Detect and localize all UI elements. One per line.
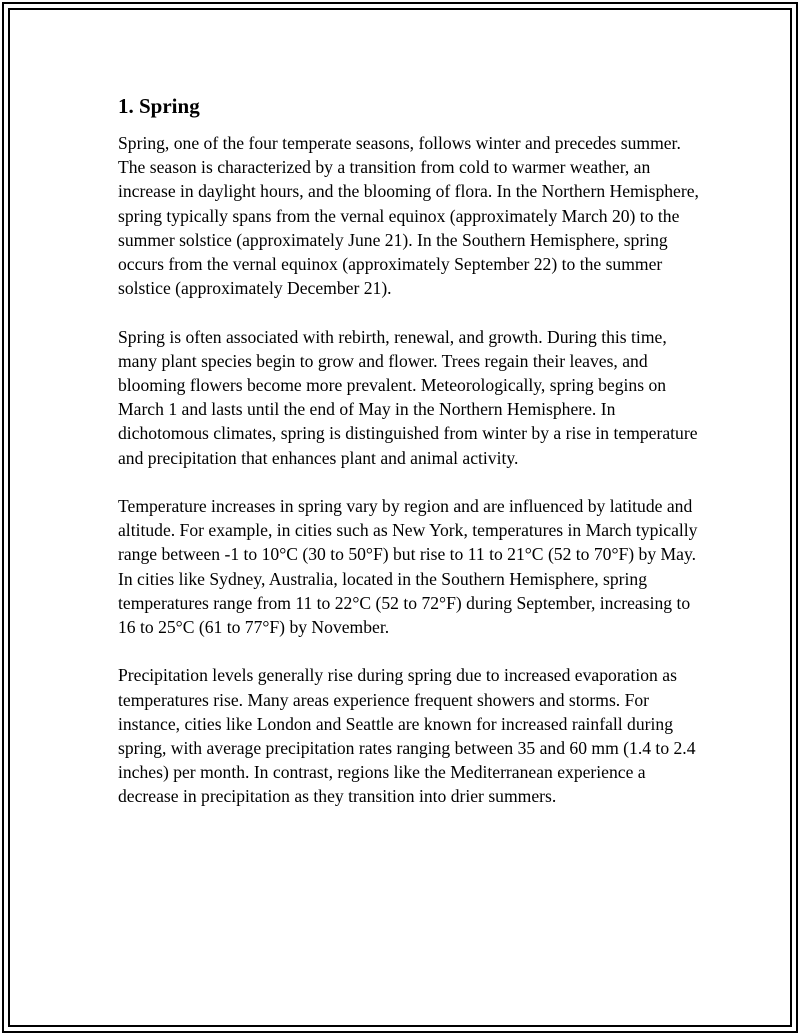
document-body [118,93,708,833]
paragraph-precipitation: Precipitation levels generally rise during spring due to increased evaporation as temperatures rise. Many areas experience frequent showers and storms. For instance, cities like London and Seattle are known for increased rainfall during spring, with average precipitation rates ranging between 35 and 60 mm (1.4 to 2.4 inches) per month. In contrast, regions like the Mediterranean experience a decrease in precipitation as they transition into drier summers. [118,665,696,807]
paragraph-growth: Spring is often associated with rebirth, renewal, and growth. During this time, many plant species begin to grow and flower. Trees regain their leaves, and blooming flowers become more prevalent. Meteorologically, spring begins on March 1 and lasts until the end of May in the Northern Hemisphere. In dichotomous climates, spring is distinguished from winter by a rise in temperature and precipitation that enhances plant and animal activity. [118,326,698,468]
paragraph-intro: Spring, one of the four temperate seasons, follows winter and precedes summer. The season is characterized by a transition from cold to warmer weather, an increase in daylight hours, and the blooming of flora. In the Northern Hemisphere, spring typically spans from the vernal equinox (approximately March 20) to the summer solstice (approximately June 21). In the Southern Hemisphere, spring occurs from the vernal equinox (approximately September 22) to the summer solstice (approximately December 21). [118,133,699,299]
section-heading: 1. Spring [118,94,200,118]
paragraph-temperature: Temperature increases in spring vary by region and are influenced by latitude and altitude. For example, in cities such as New York, temperatures in March typically range between -1 to 10°C (30 to 50°F) but rise to 11 to 21°C (52 to 70°F) by May. In cities like Sydney, Australia, located in the Southern Hemisphere, spring temperatures range from 11 to 22°C (52 to 72°F) during September, increasing to 16 to 25°C (61 to 77°F) by November. [118,496,698,638]
